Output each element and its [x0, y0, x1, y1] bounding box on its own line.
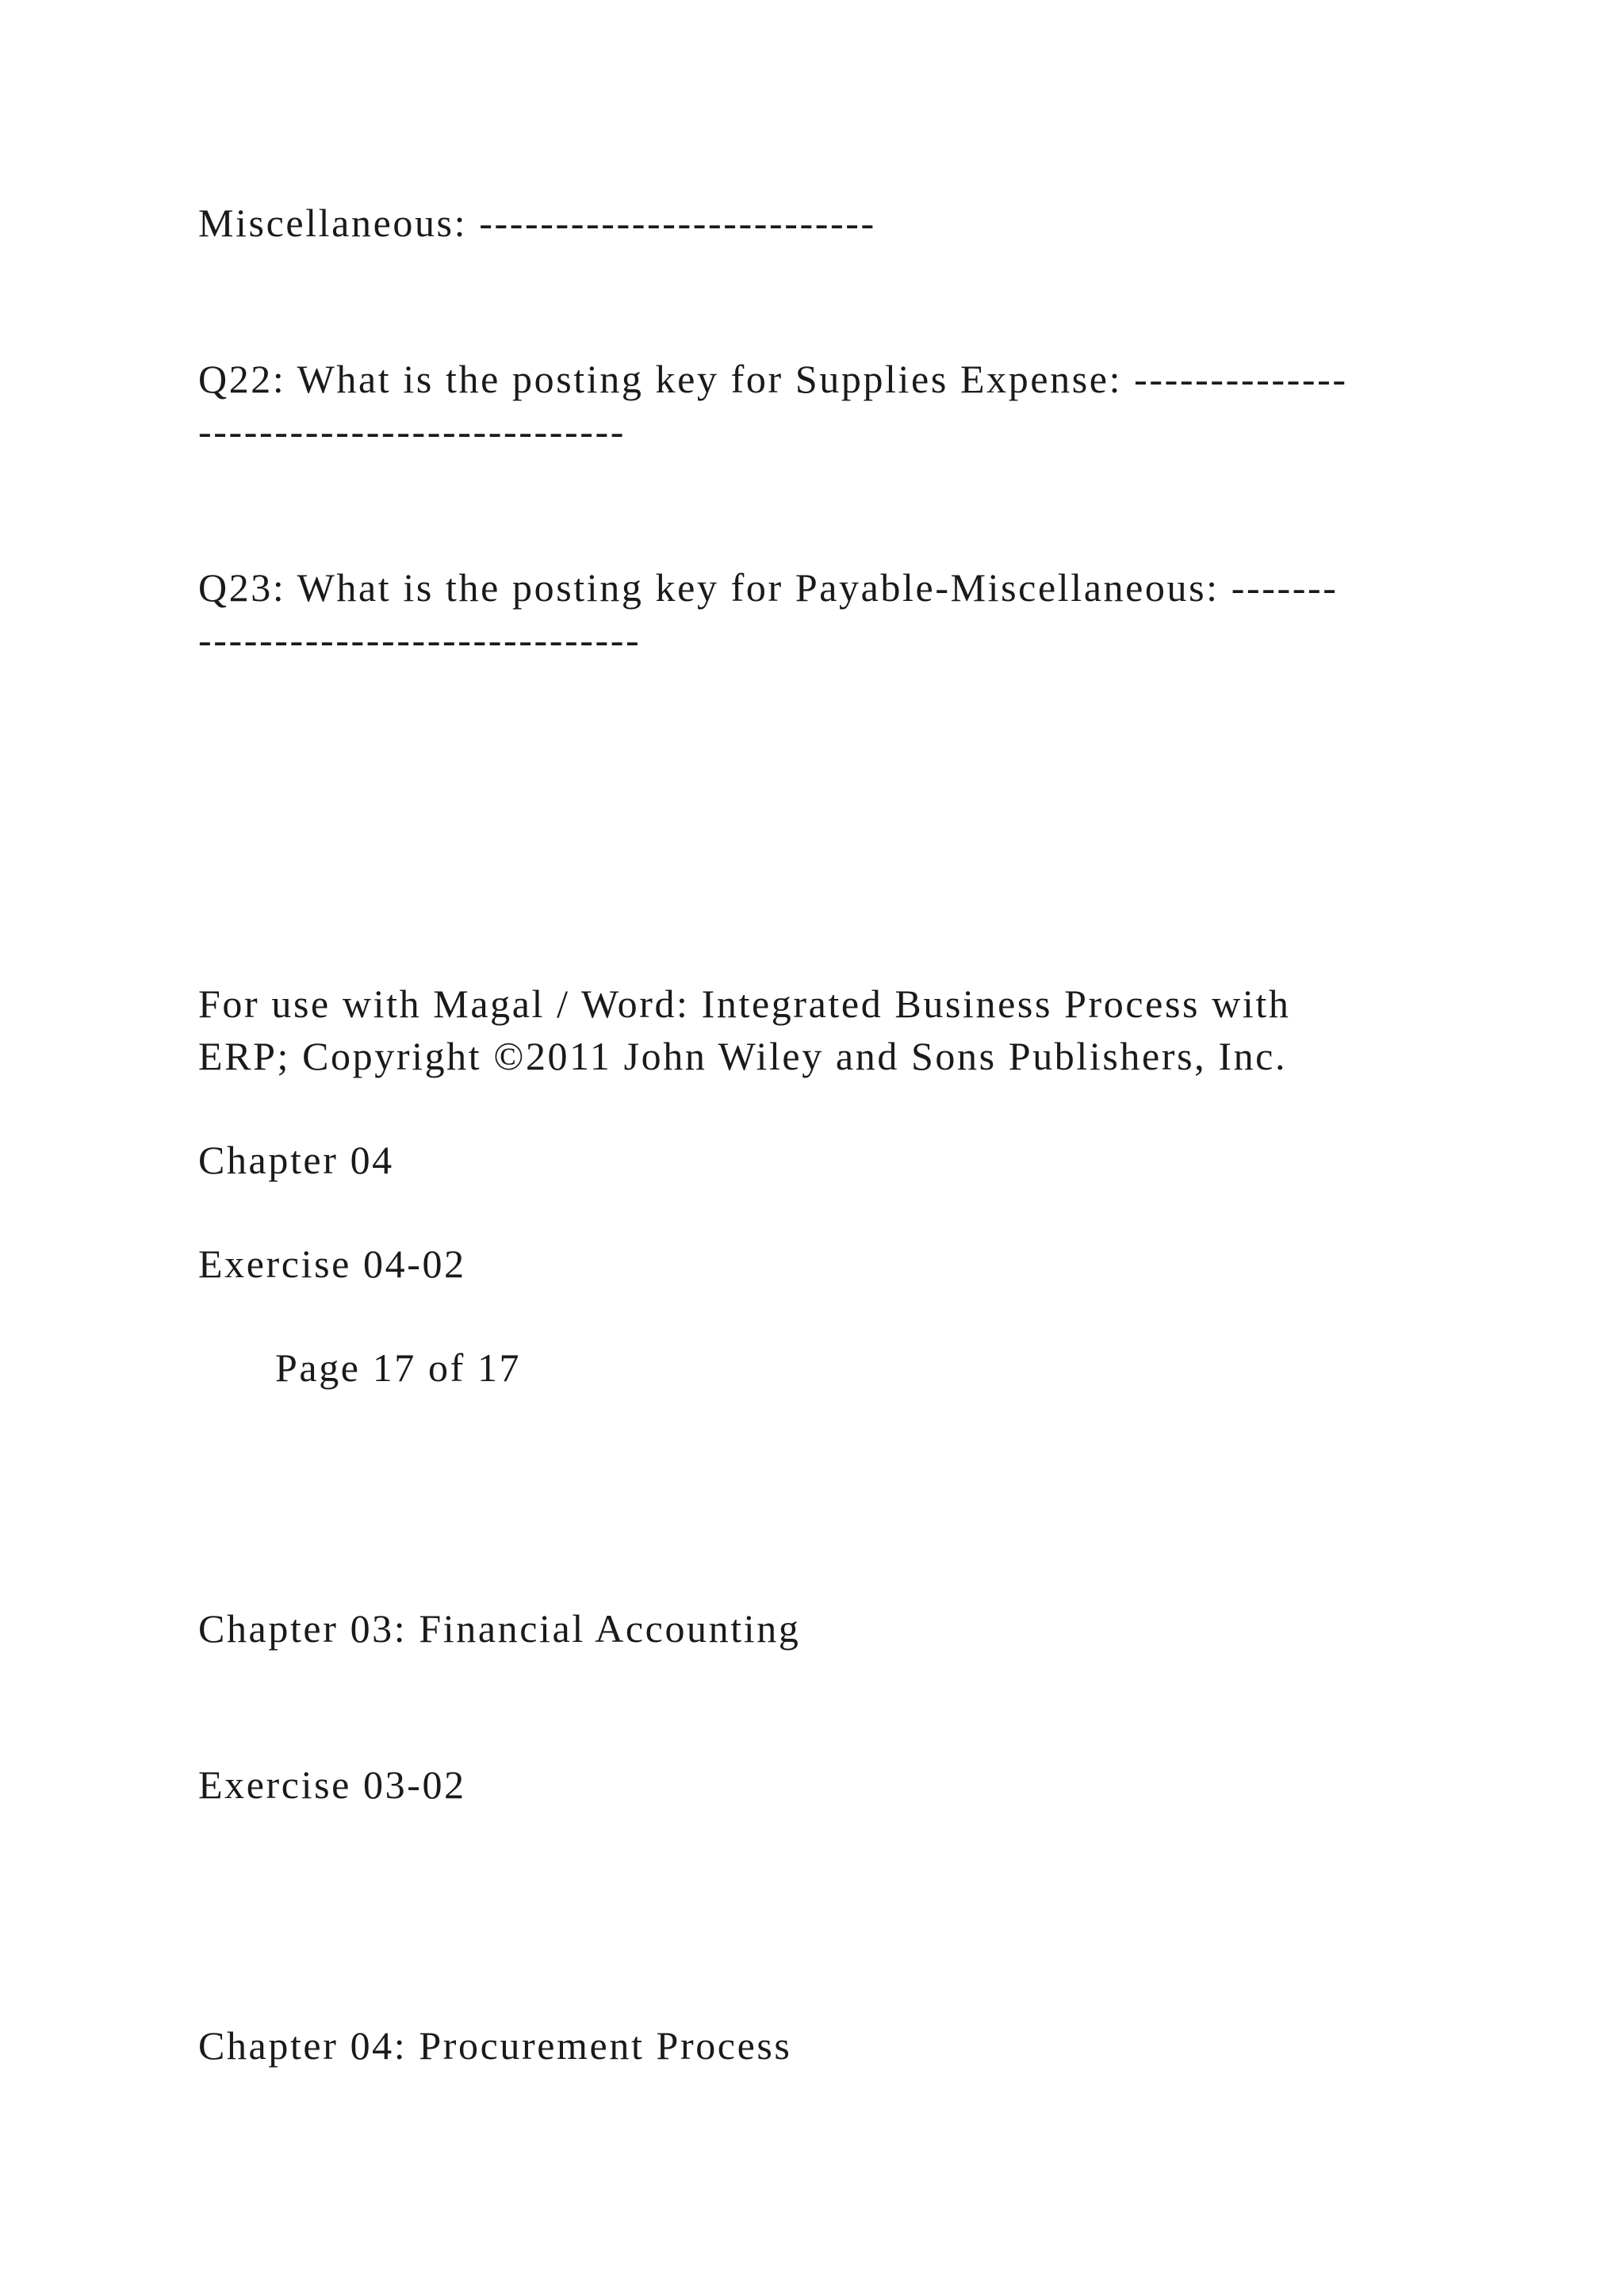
question-22: Q22: What is the posting key for Supplies Expense: --------------: [198, 357, 1348, 401]
page-number: Page 17 of 17: [275, 1345, 522, 1390]
question-22-continuation: ----------------------------: [198, 409, 626, 453]
chapter-04-heading: Chapter 04: Procurement Process: [198, 2023, 792, 2068]
question-23: Q23: What is the posting key for Payable-Miscellaneous: -------: [198, 565, 1339, 610]
miscellaneous-line: Miscellaneous: --------------------------: [198, 201, 876, 245]
copyright-notice-line-1: For use with Magal / Word: Integrated Business Process with: [198, 982, 1291, 1026]
question-23-continuation: -----------------------------: [198, 618, 642, 662]
exercise-03-heading: Exercise 03-02: [198, 1762, 466, 1807]
exercise-label: Exercise 04-02: [198, 1242, 466, 1286]
copyright-notice-line-2: ERP; Copyright ©2011 John Wiley and Sons Publishers, Inc.: [198, 1034, 1288, 1078]
chapter-03-heading: Chapter 03: Financial Accounting: [198, 1606, 801, 1651]
chapter-label: Chapter 04: [198, 1138, 394, 1182]
